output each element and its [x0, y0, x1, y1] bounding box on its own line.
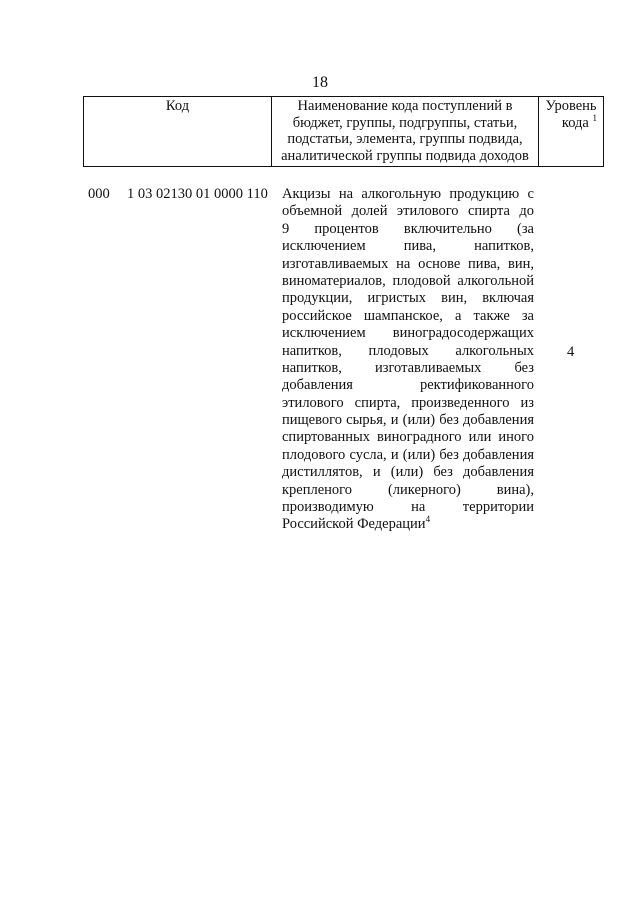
header-name-line: подстатьи, элемента, группы подвида, — [287, 131, 523, 147]
description-line: напитков, плодовых алкогольных — [282, 342, 534, 359]
description — [282, 186, 534, 534]
description-line: Акцизы на алкогольную продукцию с — [282, 186, 534, 202]
description-line: продукции, игристых вин, включая — [282, 290, 534, 307]
header-level-footnote: 1 — [592, 112, 597, 123]
description-line: крепленого (ликерного) вина), — [282, 481, 534, 498]
description-line: объемной долей этилового спирта до — [282, 203, 534, 220]
admin-code: 000 — [88, 186, 110, 202]
description-line: исключением пива, напитков, — [282, 238, 534, 255]
description-line: этилового спирта, произведенного из — [282, 394, 534, 411]
description-line: российское шампанское, а также за — [282, 307, 534, 324]
description-line: производимую на территории — [282, 499, 534, 516]
description-line: добавления ректификованного — [282, 377, 534, 394]
description-line: 9 процентов включительно (за — [282, 220, 534, 237]
header-level-line2-wrap — [539, 112, 603, 132]
header-level-line1: Уровень — [545, 98, 597, 114]
header-name-line: аналитической группы подвида доходов — [281, 147, 529, 164]
level-value: 4 — [567, 344, 575, 360]
description-line: исключением виноградосодержащих — [282, 325, 534, 342]
description-line: плодового сусла, и (или) без добавления — [282, 446, 534, 463]
description-line: дистиллятов, и (или) без добавления — [282, 464, 534, 481]
header-name-line: бюджет, группы, подгруппы, статьи, — [292, 114, 518, 131]
description-line: изготавливаемых на основе пива, вин, — [282, 255, 534, 272]
description-line: напитков, изготавливаемых без — [282, 359, 534, 376]
header-name — [272, 97, 539, 166]
header-level — [539, 97, 603, 166]
description-line: Российской Федерации — [282, 516, 426, 533]
description-line-last — [282, 516, 534, 533]
classifier-code: 1 03 02130 01 0000 110 — [127, 186, 268, 202]
header-level-line2: кода — [561, 114, 589, 131]
table-header — [83, 96, 604, 167]
header-code — [84, 97, 272, 166]
description-line: спиртованных виноградного или иного — [282, 429, 534, 446]
description-line: виноматериалов, плодовой алкогольной — [282, 272, 534, 289]
page-number: 18 — [312, 74, 328, 91]
description-footnote: 4 — [425, 514, 431, 525]
header-code-label: Код — [165, 98, 190, 114]
header-name-line: Наименование кода поступлений в — [297, 98, 513, 114]
description-line: пищевого сырья, и (или) без добавления — [282, 412, 534, 429]
